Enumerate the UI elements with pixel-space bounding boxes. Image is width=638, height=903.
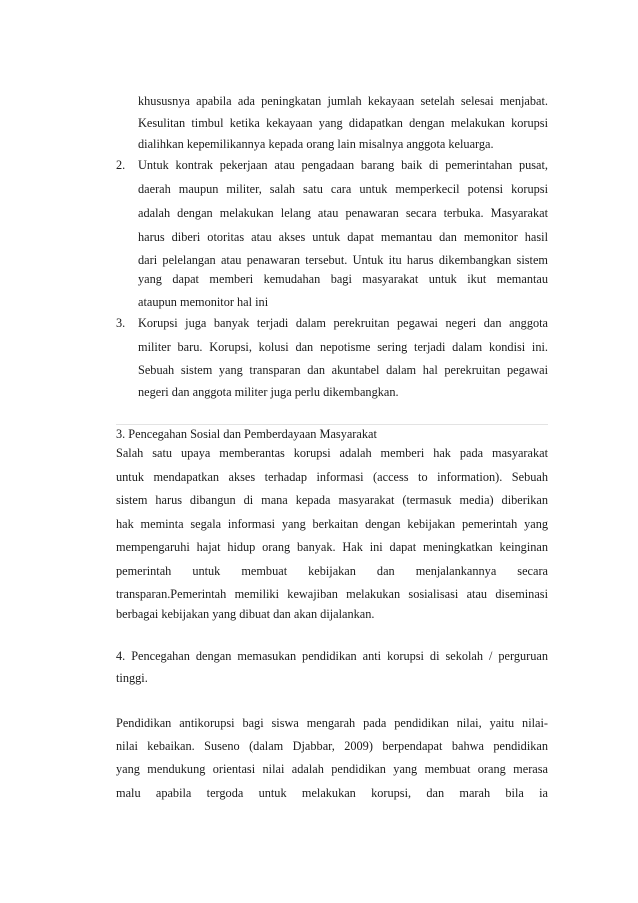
section3-line-8: berbagai kebijakan yang dibuat dan akan dijalankan. (116, 607, 375, 621)
final-paragraph-line-1: Pendidikan antikorupsi bagi siswa mengarah pada pendidikan nilai, yaitu nilai- (116, 716, 548, 730)
section3-line-1: Salah satu upaya memberantas korupsi adalah memberi hak pada masyarakat (116, 446, 548, 460)
item3-line-3: Sebuah sistem yang transparan dan akuntabel dalam hal perekruitan pegawai (138, 363, 548, 377)
final-paragraph-line-4: malu apabila tergoda untuk melakukan korupsi, dan marah bila ia (116, 786, 548, 800)
item3-line-4: negeri dan anggota militer juga perlu dikembangkan. (138, 385, 399, 399)
item2-line-5: dari pelelangan atau penawaran tersebut. Untuk itu harus dikembangkan sistem (138, 253, 548, 267)
section4-heading-line-2: tinggi. (116, 671, 148, 685)
item2-number: 2. (116, 158, 126, 172)
item1-line-2: Kesulitan timbul ketika kekayaan yang didapatkan dengan melakukan korupsi (138, 116, 548, 130)
item2-line-4: harus diberi otoritas atau akses untuk dapat memantau dan memonitor hasil (138, 230, 548, 244)
item2-line-6: yang dapat memberi kemudahan bagi masyarakat untuk ikut memantau (138, 272, 548, 286)
section3-heading: 3. Pencegahan Sosial dan Pemberdayaan Masyarakat (116, 427, 377, 441)
item2-line-7: ataupun memonitor hal ini (138, 295, 269, 309)
item1-line-3: dialihkan kepemilikannya kepada orang lain misalnya anggota keluarga. (138, 137, 494, 151)
final-paragraph-line-3: yang mendukung orientasi nilai adalah pendidikan yang membuat orang merasa (116, 762, 548, 776)
section3-line-7: transparan.Pemerintah memiliki kewajiban melakukan sosialisasi atau diseminasi (116, 587, 548, 601)
item1-line-1: khususnya apabila ada peningkatan jumlah kekayaan setelah selesai menjabat. (138, 94, 548, 108)
item2-line-1: Untuk kontrak pekerjaan atau pengadaan barang baik di pemerintahan pusat, (138, 158, 548, 172)
section3-line-2: untuk mendapatkan akses terhadap informasi (access to information). Sebuah (116, 470, 548, 484)
section-divider (116, 424, 548, 425)
section3-line-6: pemerintah untuk membuat kebijakan dan menjalankannya secara (116, 564, 548, 578)
section3-line-4: hak meminta segala informasi yang berkaitan dengan kebijakan pemerintah yang (116, 517, 548, 531)
item3-number: 3. (116, 316, 126, 330)
item3-line-2: militer baru. Korupsi, kolusi dan nepotisme sering terjadi dalam kondisi ini. (138, 340, 548, 354)
final-paragraph-line-2: nilai kebaikan. Suseno (dalam Djabbar, 2009) berpendapat bahwa pendidikan (116, 739, 548, 753)
item2-line-2: daerah maupun militer, salah satu cara untuk memperkecil potensi korupsi (138, 182, 548, 196)
section3-line-3: sistem harus dibangun di mana kepada masyarakat (termasuk media) diberikan (116, 493, 548, 507)
section4-heading-line-1: 4. Pencegahan dengan memasukan pendidikan anti korupsi di sekolah / perguruan (116, 649, 548, 663)
item3-line-1: Korupsi juga banyak terjadi dalam perekruitan pegawai negeri dan anggota (138, 316, 548, 330)
section3-line-5: mempengaruhi hajat hidup orang banyak. Hak ini dapat meningkatkan keinginan (116, 540, 548, 554)
item2-line-3: adalah dengan melakukan lelang atau penawaran secara terbuka. Masyarakat (138, 206, 548, 220)
